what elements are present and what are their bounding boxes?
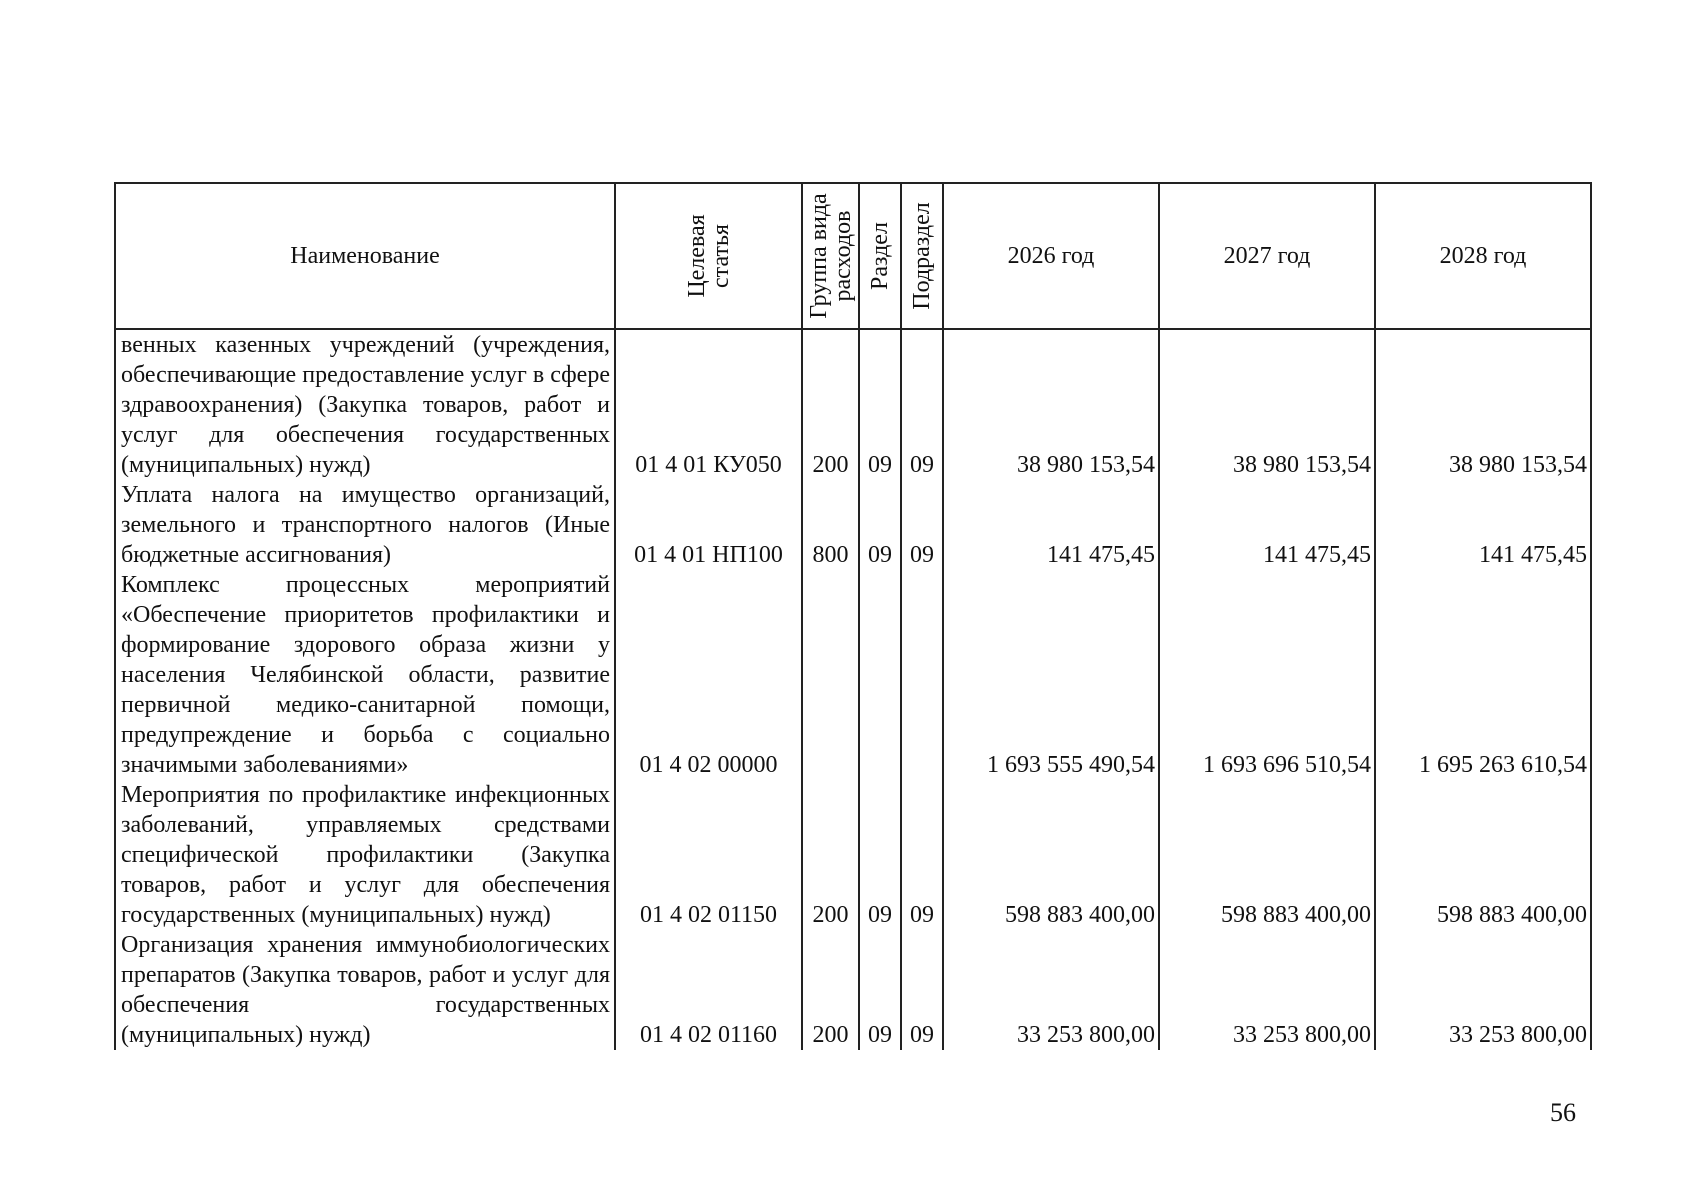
row-subsection: 09	[901, 329, 943, 480]
row-subsection: 09	[901, 930, 943, 1050]
page-number: 56	[1550, 1098, 1576, 1127]
budget-table	[114, 182, 1592, 1050]
header-year-2028: 2028 год	[1375, 183, 1591, 329]
table-row	[115, 570, 1591, 780]
table-row	[115, 780, 1591, 930]
row-amount-2027: 1 693 696 510,54	[1159, 570, 1375, 780]
row-section: 09	[859, 780, 901, 930]
row-subsection: 09	[901, 780, 943, 930]
row-amount-2026: 598 883 400,00	[943, 780, 1159, 930]
header-row	[115, 183, 1591, 329]
row-name: венных казенных учреждений (учреждения, обеспечивающие предоставление услуг в сфере здравоохранения) (Закупка товаров, работ и услуг для обеспечения государственных (муниципальных) нужд)	[115, 329, 615, 480]
row-amount-2027: 33 253 800,00	[1159, 930, 1375, 1050]
row-expense-group	[802, 570, 859, 780]
row-name: Мероприятия по профилактике инфекционных заболеваний, управляемых средствами специфической профилактики (Закупка товаров, работ и услуг для обеспечения государственных (муниципальных) нужд)	[115, 780, 615, 930]
table-row	[115, 480, 1591, 570]
row-amount-2026: 33 253 800,00	[943, 930, 1159, 1050]
header-year-2026: 2026 год	[943, 183, 1159, 329]
row-amount-2028: 141 475,45	[1375, 480, 1591, 570]
row-expense-group: 200	[802, 329, 859, 480]
row-amount-2026: 141 475,45	[943, 480, 1159, 570]
row-target-article: 01 4 02 01160	[615, 930, 802, 1050]
row-expense-group: 800	[802, 480, 859, 570]
row-subsection	[901, 570, 943, 780]
row-target-article: 01 4 02 01150	[615, 780, 802, 930]
header-target-article: Целевая статья	[615, 183, 802, 329]
row-section: 09	[859, 480, 901, 570]
row-amount-2027: 38 980 153,54	[1159, 329, 1375, 480]
row-expense-group: 200	[802, 930, 859, 1050]
row-amount-2028: 38 980 153,54	[1375, 329, 1591, 480]
row-amount-2026: 1 693 555 490,54	[943, 570, 1159, 780]
row-amount-2027: 598 883 400,00	[1159, 780, 1375, 930]
row-amount-2026: 38 980 153,54	[943, 329, 1159, 480]
header-name: Наименование	[115, 183, 615, 329]
row-name: Организация хранения иммунобиологических препаратов (Закупка товаров, работ и услуг для обеспечения государственных (муниципальных) нужд)	[115, 930, 615, 1050]
row-amount-2028: 598 883 400,00	[1375, 780, 1591, 930]
row-name: Комплекс процессных мероприятий «Обеспечение приоритетов профилактики и формирование здорового образа жизни у населения Челябинской области, развитие первичной медико-санитарной помощи, предупреждение и борьба с социально значимыми заболеваниями»	[115, 570, 615, 780]
row-amount-2028: 33 253 800,00	[1375, 930, 1591, 1050]
row-target-article: 01 4 01 КУ050	[615, 329, 802, 480]
header-year-2027: 2027 год	[1159, 183, 1375, 329]
row-amount-2027: 141 475,45	[1159, 480, 1375, 570]
header-section: Раздел	[859, 183, 901, 329]
row-target-article: 01 4 01 НП100	[615, 480, 802, 570]
row-section: 09	[859, 329, 901, 480]
header-subsection: Подраздел	[901, 183, 943, 329]
row-amount-2028: 1 695 263 610,54	[1375, 570, 1591, 780]
header-expense-group: Группа вида расходов	[802, 183, 859, 329]
row-section: 09	[859, 930, 901, 1050]
row-name: Уплата налога на имущество организаций, земельного и транспортного налогов (Иные бюджетные ассигнования)	[115, 480, 615, 570]
table-row	[115, 930, 1591, 1050]
table-row	[115, 329, 1591, 480]
row-section	[859, 570, 901, 780]
row-target-article: 01 4 02 00000	[615, 570, 802, 780]
row-subsection: 09	[901, 480, 943, 570]
row-expense-group: 200	[802, 780, 859, 930]
